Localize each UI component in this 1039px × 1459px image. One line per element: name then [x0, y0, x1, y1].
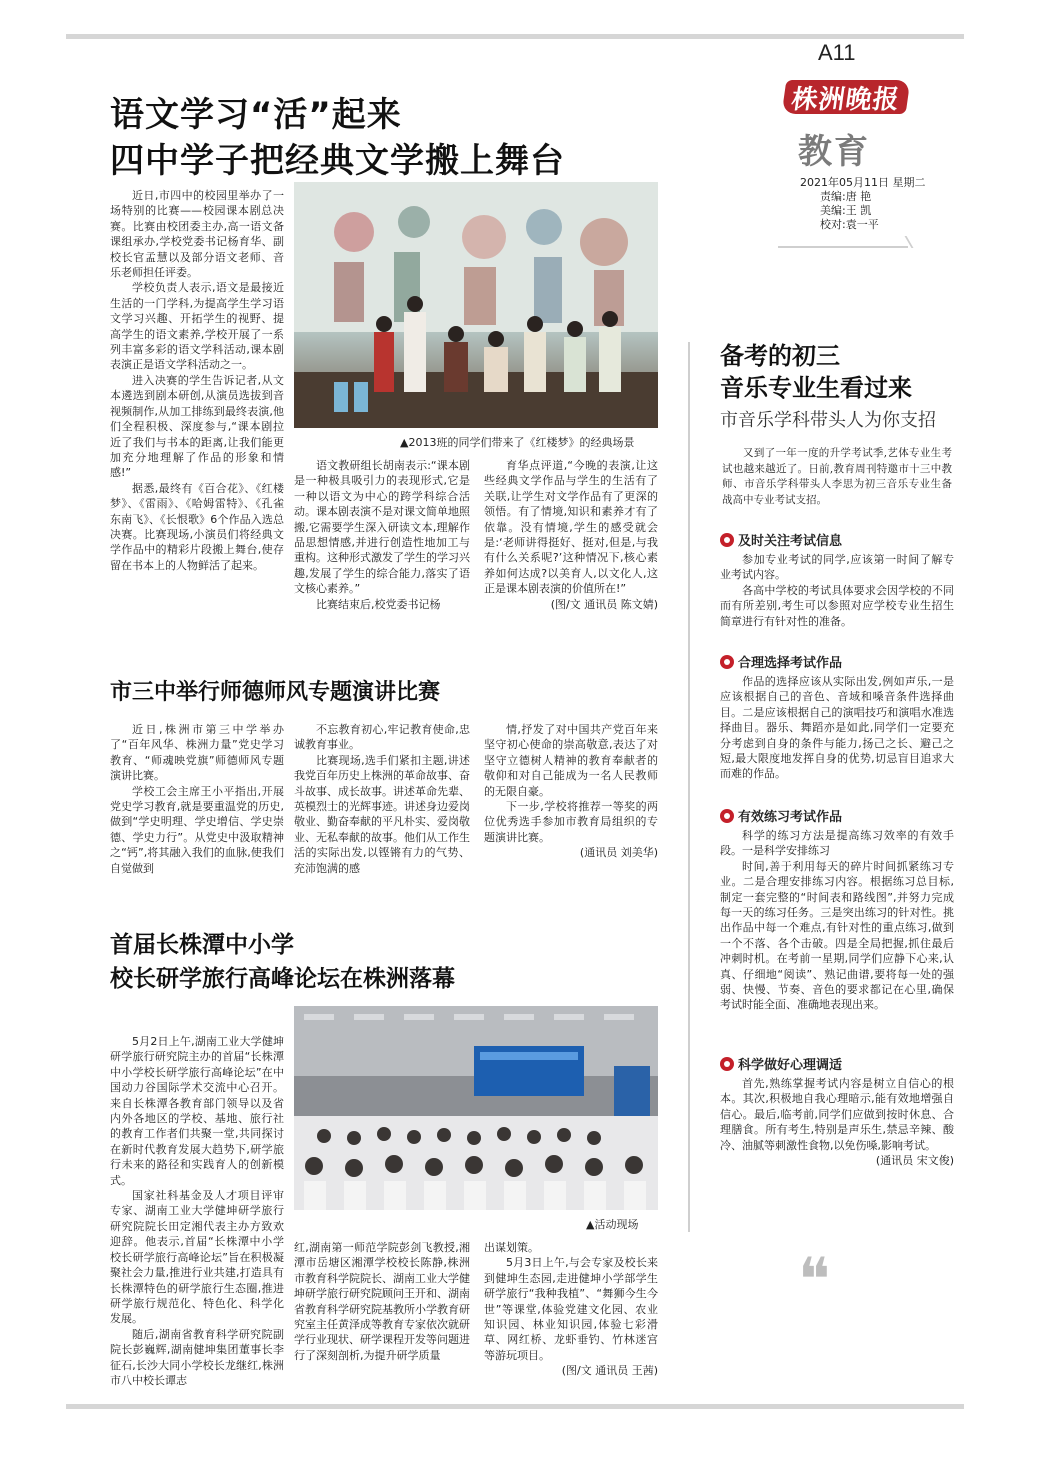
date-line: 2021年05月11日 星期二	[800, 176, 926, 189]
masthead-divider	[778, 236, 908, 248]
article2-credit: (通讯员 刘美华)	[579, 846, 658, 860]
sidebar-section4-body	[720, 1076, 954, 1168]
paragraph: 首先,熟练掌握考试内容是树立自信心的根本。其次,积极地自我心理暗示,能有效地增强自信心。最后,临考前,同学们应做到按时休息、合理膳食。所有考生,特别是声乐生,禁忌辛辣、酸冷、油腻等刺激性食物,以免伤嗓,影响考试。	[720, 1077, 954, 1152]
article3-column-left	[110, 1034, 284, 1388]
paragraph: 5月3日上午,与会专家及校长来到健坤生态园,走进健坤小学部学生研学旅行“我种我植”、“舞狮今生今世”等课堂,体验党建文化园、农业知识园、林业知识园,体验七彩滑草、网红桥、龙虾垂钓、竹林迷宫等游玩项目。	[484, 1256, 658, 1362]
article1-credit: (图/文 通讯员 陈文婧)	[550, 597, 658, 611]
sidebar-section4-label: 科学做好心理调适	[738, 1058, 843, 1073]
article3-credit: (图/文 通讯员 王茜)	[561, 1364, 658, 1378]
article1-headline	[110, 92, 565, 184]
sidebar-subtitle: 市音乐学科带头人为你支招	[720, 410, 936, 431]
article3-column-right	[484, 1240, 658, 1379]
article1-column-left	[110, 188, 284, 573]
article1-stage-photo	[294, 182, 658, 428]
sidebar-section2-heading	[720, 652, 842, 671]
article2-column-left	[110, 722, 284, 876]
paragraph: 时间,善于利用每天的碎片时间抓紧练习专业。二是合理安排练习内容。根据练习总目标,制定一套完整的“时间表和路线图”,并努力完成每一天的练习任务。三是突出练习的针对性。挑出作品中每一个难点,有针对性的重点练习,做到一个不落、各个击破。四是全局把握,抓住最后冲刺时机。在考前一星期,同学们应静下心来,认真、仔细地“阅读”、熟记曲谱,要将每一处的强弱、快慢、节奏、音色的要求都记在心里,确保考试时能全面、准确地表现出来。	[720, 859, 954, 1012]
paragraph: 比赛现场,选手们紧扣主题,讲述我党百年历史上株洲的革命故事、奋斗故事、成长故事。讲述革命先辈、英模烈士的光辉事迹。讲述身边爱岗敬业、勤奋奉献的平凡朴实、爱岗敬业、无私奉献的故事。他们从工作生活的实际出发,以铿锵有力的气势、充沛饱满的感	[294, 753, 470, 875]
sidebar-section1-heading	[720, 530, 842, 549]
stage-photo-image	[294, 182, 658, 428]
red-ring-icon	[720, 1057, 734, 1071]
sidebar-section3-body	[720, 828, 954, 1013]
paragraph: 学校工会主席王小平指出,开展党史学习教育,就是要重温党的历史,做到“学史明理、学史增信、学史崇德、学史力行”。从党史中汲取精神之“钙”,将其融入我们的血脉,使我们自觉做到	[110, 784, 284, 875]
paragraph: 下一步,学校将推荐一等奖的两位优秀选手参加市教育局组织的专题演讲比赛。	[484, 800, 658, 844]
sidebar-divider	[688, 342, 690, 1232]
red-ring-icon	[720, 533, 734, 547]
paragraph: 据悉,最终有《百合花》、《红楼梦》、《雷雨》、《哈姆雷特》、《孔雀东南飞》、《长恨歌》6个作品入选总决赛。比赛现场,小演员们将经典文学作品中的精彩片段搬上舞台,使存留在书本上的人物鲜活了起来。	[110, 481, 284, 572]
editor-line: 责编:唐 艳	[820, 190, 872, 203]
article3-title-line2: 校长研学旅行高峰论坛在株洲落幕	[110, 966, 455, 992]
designer-line: 美编:王 凯	[820, 204, 872, 217]
article1-title-line2: 四中学子把经典文学搬上舞台	[110, 141, 565, 181]
sidebar-section4-heading	[720, 1054, 842, 1073]
sidebar-title-line2: 音乐专业生看过来	[720, 374, 912, 402]
article3-photo-caption: ▲活动现场	[586, 1218, 639, 1231]
paragraph: 语文教研组长胡南表示:“课本剧是一种极具吸引力的表现形式,它是一种以语文为中心的跨学科综合活动。课本剧表演不是对课文简单地照搬,它需要学生深入研读文本,理解作品思想情感,并进行创造性地加工与重构。这种形式激发了学生的学习兴趣,发展了学生的综合能力,落实了语文核心素养。”	[294, 459, 470, 596]
article2-headline: 市三中举行师德师风专题演讲比赛	[110, 680, 441, 705]
newspaper-logo: 株洲晚报	[782, 80, 911, 114]
sidebar-lead: 又到了一年一度的升学考试季,艺体专业生考试也越来越近了。日前,教育周刊特邀市十三中教师、市音乐学科带头人李思为初三音乐专业生备战高中专业考试支招。	[722, 447, 952, 506]
sidebar-headline	[720, 340, 912, 404]
sidebar-section3-heading	[720, 806, 842, 825]
article2-column-right	[484, 722, 658, 861]
article1-column-right	[484, 458, 658, 612]
sidebar-section2-label: 合理选择考试作品	[738, 656, 843, 671]
paragraph: 5月2日上午,湖南工业大学健坤研学旅行研究院主办的首届“长株潭中小学校长研学旅行高峰论坛”在中国动力谷国际学术交流中心召开。来自长株潭各教育部门领导以及省内外各地区的学校、基地、旅行社的教育工作者们共聚一堂,共同探讨在新时代教育发展大趋势下,研学旅行未来的路径和实践育人的创新模式。	[110, 1035, 284, 1187]
paragraph: 进入决赛的学生告诉记者,从文本遴选到剧本研创,从演员选拔到音视频制作,从加工排练到最终表演,他们全程积极、深度参与,“课本剧拉近了我们与书本的距离,让我们能更加充分地理解了作品的形象和情感!”	[110, 373, 284, 480]
paragraph: 不忘教育初心,牢记教育使命,忠诚教育事业。	[294, 723, 470, 752]
red-ring-icon	[720, 655, 734, 669]
paragraph: 国家社科基金及人才项目评审专家、湖南工业大学健坤研学旅行研究院院长田定湘代表主办方致欢迎辞。他表示,首届“长株潭中小学校长研学旅行高峰论坛”旨在积极凝聚社会力量,推进行业共建,打造具有长株潭特色的研学旅行生态圈,推进研学旅行规范化、特色化、科学化发展。	[110, 1189, 284, 1326]
paragraph: 参加专业考试的同学,应该第一时间了解专业考试内容。	[720, 553, 954, 582]
quote-mark-icon: ❝	[798, 1245, 831, 1315]
article1-column-middle	[294, 458, 470, 612]
article1-title-line1: 语文学习“活”起来	[110, 95, 402, 135]
sidebar-section2-body	[720, 674, 954, 782]
sidebar-section1-label: 及时关注考试信息	[738, 534, 843, 549]
paragraph: 比赛结束后,校党委书记杨	[316, 597, 441, 611]
proofreader-line: 校对:袁一平	[820, 218, 879, 231]
sidebar-title-line1: 备考的初三	[720, 342, 840, 370]
paragraph: 近日,市四中的校园里举办了一场特别的比赛——校园课本剧总决赛。比赛由校团委主办,高一语文备课组承办,学校党委书记杨育华、副校长官孟慧以及部分语文老师、音乐老师担任评委。	[110, 189, 284, 280]
article1-photo-caption: ▲2013班的同学们带来了《红楼梦》的经典场景	[400, 436, 635, 449]
article3-title-line1: 首届长株潭中小学	[110, 932, 294, 958]
red-ring-icon	[720, 809, 734, 823]
paragraph: 近日,株洲市第三中学举办了“百年风华、株洲力量”党史学习教育、“师魂映党旗”师德师风专题演讲比赛。	[110, 723, 284, 783]
article3-column-middle	[294, 1240, 470, 1363]
article3-headline	[110, 928, 455, 996]
paragraph: 各高中学校的考试具体要求会因学校的不同而有所差别,考生可以参照对应学校专业生招生简章进行有针对性的准备。	[720, 583, 954, 628]
paragraph: 学校负责人表示,语文是最接近生活的一门学科,为提高学生学习语文学习兴趣、开拓学生的视野、提高学生的语文素养,学校开展了一系列丰富多彩的语文学科活动,课本剧表演正是语文学科活动之一。	[110, 281, 284, 372]
sidebar-credit: (通讯员 宋文俊)	[875, 1154, 954, 1168]
paragraph: 作品的选择应该从实际出发,例如声乐,一是应该根据自己的音色、音域和嗓音条件选择曲目。二是应该根据自己的演唱技巧和演唱水准选择曲目。器乐、舞蹈亦是如此,同学们一定要充分考虑到自身的条件与能力,扬己之长、避己之短,最大限度地发挥自身的优势,切忌盲目追求大而难的作品。	[720, 675, 954, 781]
forum-photo-image	[294, 1006, 658, 1210]
paragraph: 科学的练习方法是提高练习效率的有效手段。一是科学安排练习	[720, 829, 954, 858]
page-number: A11	[818, 40, 856, 65]
bottom-rule	[66, 1404, 964, 1409]
article3-forum-photo	[294, 1006, 658, 1210]
paragraph: 育华点评道,“今晚的表演,让这些经典文学作品与学生的生活有了关联,让学生对文学作品有了更深的领悟。有了情境,知识和素养才有了依靠。没有情境,学生的感受就会是:‘老师讲得挺好、挺对,但是,与我有什么关系呢?’这种情况下,核心素养如何达成?以美育人,以文化人,这正是课本剧表演的价值所在!”	[484, 459, 658, 596]
paragraph: 出谋划策。	[484, 1241, 539, 1254]
paragraph: 红,湖南第一师范学院彭剑飞教授,湘潭市岳塘区湘潭学校校长陈静,株洲市教育科学院院长、湖南工业大学健坤研学旅行研究院顾问王开和、湖南省教育科学研究院基教所小学教育研究室主任黄泽成等教育专家依次就研学行业现状、研学课程开发等问题进行了深刻剖析,为提升研学质量	[294, 1241, 470, 1362]
sidebar-section3-label: 有效练习考试作品	[738, 810, 843, 825]
article2-column-middle	[294, 722, 470, 876]
paragraph: 随后,湖南省教育科学研究院副院长彭巍辉,湖南健坤集团董事长李征石,长沙大同小学校长龙继红,株洲市八中校长谭志	[110, 1327, 284, 1387]
masthead-meta	[800, 176, 926, 232]
sidebar-section1-body	[720, 552, 954, 629]
top-rule	[66, 34, 964, 39]
paragraph: 情,抒发了对中国共产党百年来坚守初心使命的崇高敬意,表达了对坚守立德树人精神的教育奉献者的敬仰和对自己能成为一名人民教师的无限自豪。	[484, 723, 658, 798]
section-title: 教育	[798, 132, 870, 172]
